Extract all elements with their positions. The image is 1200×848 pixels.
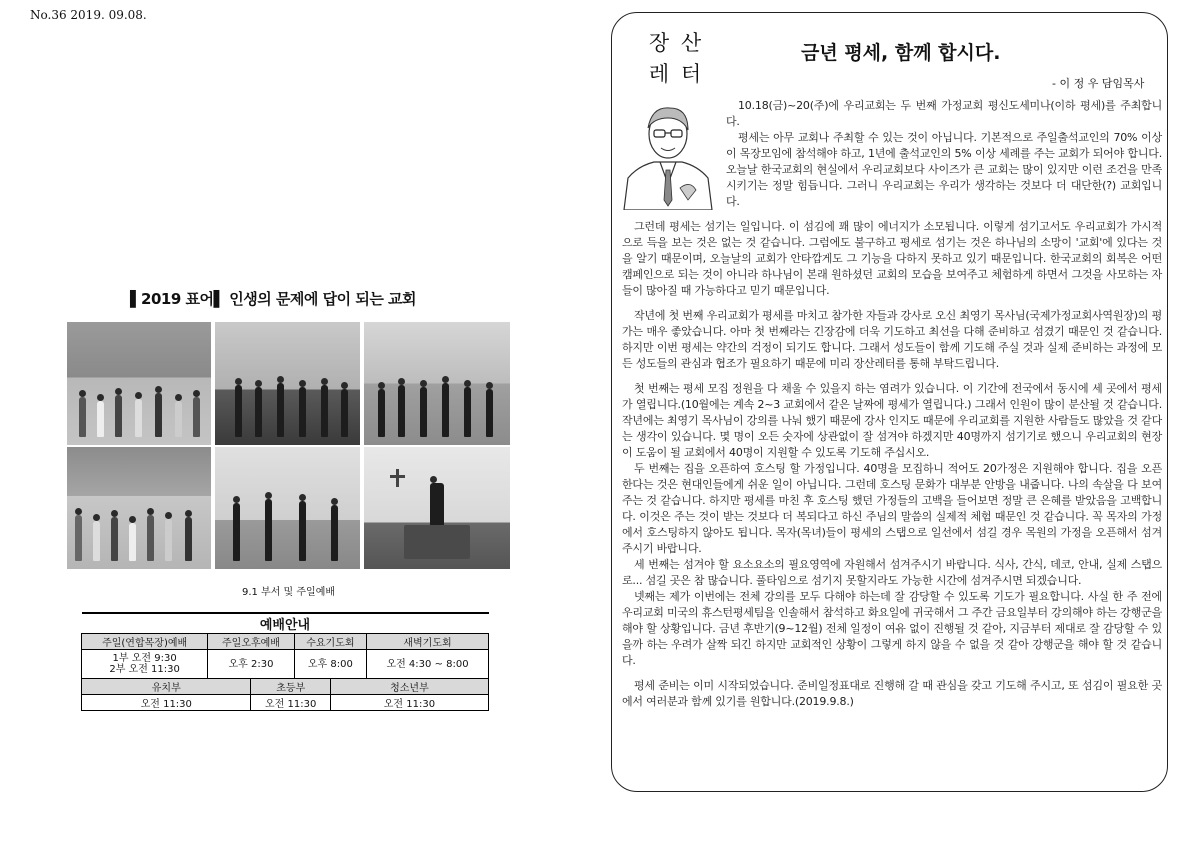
- department-time: 오전 11:30: [251, 695, 330, 711]
- letter-paragraph: 10.18(금)~20(주)에 우리교회는 두 번째 가정교회 평신도세미나(이하 평세)를 주최합니다.: [726, 99, 1162, 128]
- department-time: 오전 11:30: [82, 695, 251, 711]
- letter-author: - 이 정 우 담임목사: [1052, 77, 1145, 90]
- worship-time: 오전 4:30 ~ 8:00: [367, 650, 489, 679]
- logo-char: 산: [680, 31, 702, 55]
- letter-paragraph: 두 번째는 집을 오픈하여 호스팅 할 가정입니다. 40명을 모집하니 적어도 20가정은 지원해야 합니다. 집을 오픈한다는 것은 현대인들에게 쉬운 일이 아닙니다. 그런데 호스팅 문화가 대부분 안방을 내줍니다. 나의 속살을 다 보여주는 것 같습니다. 하지만 평세를 마친 후 호스팅 했던 가정들의 고백을 들어보면 정말 큰 은혜를 받았음을 고백합니다. 이것은 주는 것이 받는 것보다 더 복되다고 하신 주님의 말씀의 실제적 체험 때문인 것 같습니다. 꼭 목자의 가정에서 호스팅하지 않아도 됩니다. 목자(목녀)들이 평세의 스탭으로 일선에서 섬길 경우 목원의 가정을 오픈해서 섬겨주시기 바랍니다.: [622, 462, 1162, 555]
- logo-char: 레: [648, 62, 670, 86]
- photo-pastor-pulpit: [364, 447, 510, 569]
- department-header: 초등부: [251, 679, 330, 695]
- worship-header: 주일(연합목장)예배: [82, 634, 208, 650]
- logo-char: 장: [648, 31, 670, 55]
- issue-number: No.36 2019. 09.08.: [30, 8, 147, 22]
- photo-caption: 9.1 부서 및 주일예배: [241, 587, 336, 598]
- photo-youth-worship: [364, 322, 510, 445]
- letter-paragraph: 평세 준비는 이미 시작되었습니다. 준비일정표대로 진행해 갈 때 관심을 갖고 기도해 주시고, 또 섬김이 필요한 곳에서 여러분과 함께 있기를 원합니다.(2019.9.8.): [622, 679, 1162, 708]
- logo-char: 터: [680, 62, 702, 86]
- letter-paragraph: 넷째는 제가 이번에는 전체 강의를 모두 다해야 하는데 잘 감당할 수 있도록 기도가 필요합니다. 사실 한 주 전에 우리교회 미국의 휴스턴평세팀을 인솔해서 참석하고 화요일에 귀국해서 그 주간 금요일부터 강의해야 하는 강행군을 해야 할 상황입니다. 금년 후반기(9~12월) 전체 일정이 여유 없이 진행될 것 같아, 지금부터 제대로 잘 감당할 수 있을까 하는 우려가 살짝 되긴 하지만 교회적인 상황이 그렇게 하지 않을 수 없을 것 같아 강행군을 해야 할 것 같습니다.: [622, 590, 1163, 667]
- theme-heading: ▌2019 표어▌ 인생의 문제에 답이 되는 교회: [130, 290, 417, 308]
- photo-collage: [67, 322, 510, 569]
- letter-paragraph: 세 번째는 섬겨야 할 요소요소의 필요영역에 자원해서 섬겨주시기 바랍니다. 식사, 간식, 데코, 안내, 실제 스탭으로... 섬길 곳은 참 많습니다. 풀타임으로 섬기지 못할지라도 가능한 시간에 섬겨주시면 되겠습니다.: [622, 558, 1162, 587]
- letter-paragraph: 작년에 첫 번째 우리교회가 평세를 마치고 참가한 자들과 강사로 오신 최영기 목사님(국제가정교회사역원장)의 평가는 매우 좋았습니다. 아마 첫 번째라는 긴장감에 더욱 기도하고 최선을 다해 준비하고 섬겼기 때문인 것 같습니다. 하지만 이번 평세는 약간의 걱정이 되기도 합니다. 그래서 성도들이 함께 기도해 주실 것과 실제 준비하는 과정에 모든 성도들의 관심과 협조가 필요하기 때문에 미리 장산레터를 통해 부탁드립니다.: [622, 309, 1162, 370]
- photo-choir-stage: [215, 322, 360, 445]
- letter-body: [622, 98, 1162, 719]
- photo-children-dance: [67, 447, 211, 569]
- worship-table-title: 예배안내: [82, 613, 489, 634]
- department-header: 유치부: [82, 679, 251, 695]
- worship-header: 주일오후예배: [208, 634, 294, 650]
- letter-paragraph: 평세는 아무 교회나 주최할 수 있는 것이 아닙니다. 기본적으로 주일출석교인의 70% 이상이 목장모임에 참석해야 하고, 1년에 출석교인의 5% 이상 세례를 주는 교회가 되어야 합니다. 오늘날 한국교회의 현실에서 우리교회보다 사이즈가 큰 교회는 많이 있지만 이런 조건을 만족시키기는 정말 힘듭니다. 그러니 우리교회는 우리가 생각하는 것보다 더 대단한(?) 교회입니다.: [726, 131, 1162, 208]
- photo-praise-team: [215, 447, 360, 569]
- photo-children-singing: [67, 322, 211, 445]
- worship-time: 오후 2:30: [208, 650, 294, 679]
- worship-schedule-table: [81, 612, 489, 711]
- letter-paragraph: 첫 번째는 평세 모집 정원을 다 채울 수 있을지 하는 염려가 있습니다. 이 기간에 전국에서 동시에 세 곳에서 평세가 열립니다.(10월에는 계속 2~3 교회에서 같은 날짜에 평세가 열립니다.) 그래서 인원이 많이 분산될 것 같습니다. 작년에는 최영기 목사님이 강의를 나눠 했기 때문에 강사 인지도 때문에 우리교회를 지원한 사람들도 많았을 것 같다는 생각이 있습니다. 몇 명이 오든 숫자에 상관없이 잘 섬겨야 하겠지만 40명까지 섬기기로 했으니 우리교회의 현장이 도움이 될 교회에서 40명이 지원할 수 있도록 기도해 주십시오.: [622, 382, 1162, 459]
- department-time: 오전 11:30: [330, 695, 488, 711]
- department-header: 청소년부: [330, 679, 488, 695]
- worship-header: 수요기도회: [294, 634, 366, 650]
- letter-title: 금년 평세, 함께 합시다.: [801, 42, 1001, 64]
- worship-time: 오후 8:00: [294, 650, 366, 679]
- jangsan-letter-logo: [645, 29, 709, 89]
- worship-time: 1부 오전 9:30 2부 오전 11:30: [82, 650, 208, 679]
- worship-header: 새벽기도회: [367, 634, 489, 650]
- letter-paragraph: 그런데 평세는 섬기는 일입니다. 이 섬김에 꽤 많이 에너지가 소모됩니다. 이렇게 섬기고서도 우리교회가 가시적으로 득을 보는 것은 없는 것 같습니다. 그럼에도 불구하고 평세로 섬기는 것은 하나님의 소망이 '교회'에 있다는 것을 알기 때문이며, 오늘날의 교회가 안타깝게도 그 기능을 다하지 못하고 있기 때문입니다. 한국교회의 회복은 어떤 캠페인으로 되는 것이 아니라 하나님이 본래 원하셨던 교회의 모습을 보여주고 체험하게 하면서 그것을 사모하는 자들이 많아질 때 가능하다고 믿기 때문입니다.: [622, 220, 1162, 297]
